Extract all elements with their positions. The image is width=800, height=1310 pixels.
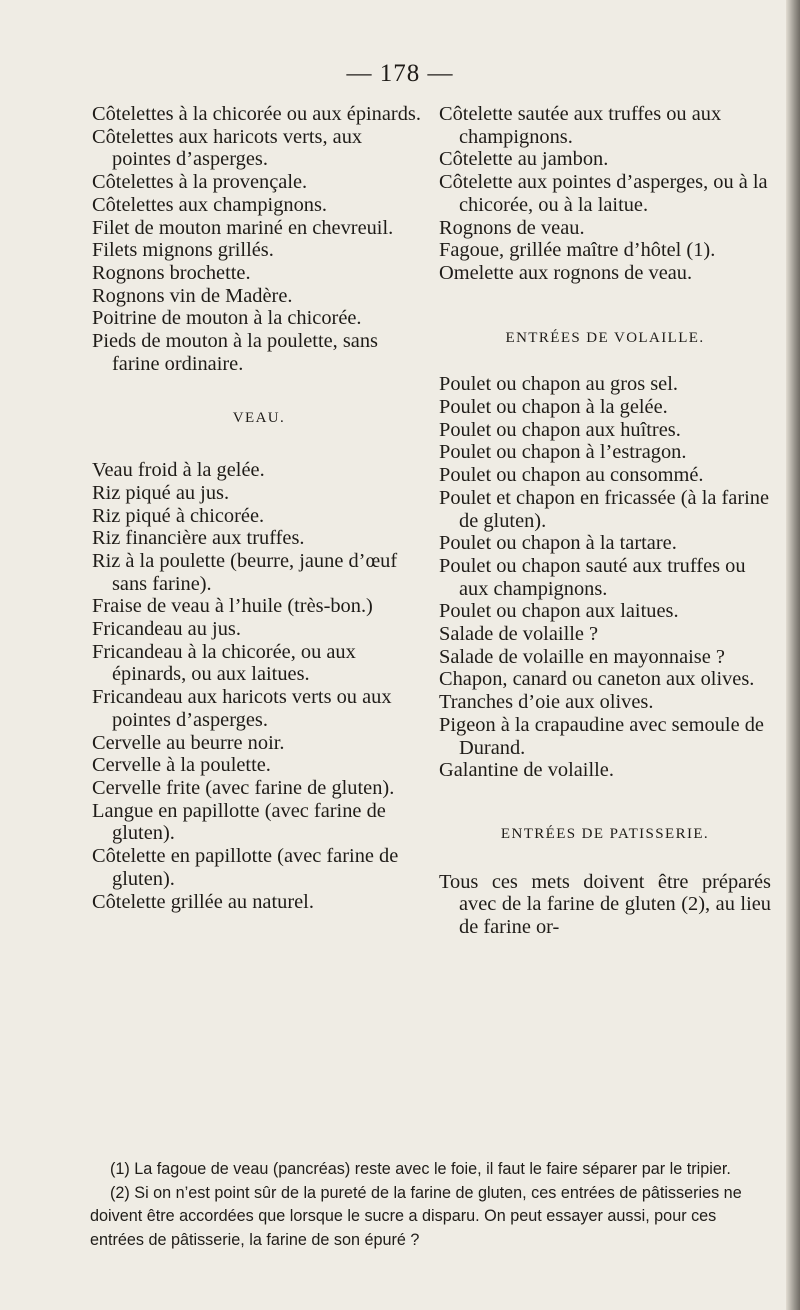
volaille-list <box>439 373 771 782</box>
list-item: Rognons de veau. <box>439 216 585 239</box>
list-item: Cervelle frite (avec farine de gluten). <box>92 776 395 799</box>
list-item: Filets mignons grillés. <box>92 239 274 262</box>
list-item: Riz piqué à chicorée. <box>92 504 265 527</box>
left-column <box>92 103 426 913</box>
footnote-1: (1) La fagoue de veau (pancréas) reste avec le foie, il faut le faire séparer par le tripier. <box>110 1160 731 1178</box>
list-item: Riz financière aux truffes. <box>92 527 305 550</box>
list-item: Côtelette au jambon. <box>439 148 609 171</box>
list-item: Fricandeau au jus. <box>92 618 241 641</box>
footnotes <box>90 1158 772 1252</box>
list-item: Tranches d’oie aux olives. <box>439 691 654 714</box>
list-item: Poulet et chapon en fricassée (à la farine de gluten). <box>439 486 770 532</box>
list-item: Côtelette aux pointes d’asperges, ou à la chicorée, ou à la laitue. <box>439 171 768 216</box>
section-heading-veau: VEAU. <box>232 410 286 427</box>
list-item: Côtelettes aux haricots verts, aux pointes d’asperges. <box>92 125 363 171</box>
list-item: Langue en papillotte (avec farine de gluten). <box>92 799 386 845</box>
list-item: Riz piqué au jus. <box>92 481 230 504</box>
list-item: Poulet ou chapon aux huîtres. <box>439 418 681 441</box>
list-item: Côtelettes à la chicorée ou aux épinards. <box>92 103 421 125</box>
page-edge-shadow <box>786 0 800 1310</box>
list-item: Poulet ou chapon à la tartare. <box>439 532 677 555</box>
list-item: Poulet ou chapon aux laitues. <box>439 600 679 623</box>
list-item: Côtelettes aux champignons. <box>92 193 328 216</box>
list-item: Salade de volaille en mayonnaise ? <box>439 645 725 668</box>
veau-continued-list <box>439 103 771 285</box>
mouton-list <box>92 103 426 375</box>
list-item: Chapon, canard ou caneton aux olives. <box>439 668 755 691</box>
list-item: Omelette aux rognons de veau. <box>439 261 693 284</box>
list-item: Riz à la poulette (beurre, jaune d’œuf sans farine). <box>92 549 398 595</box>
section-heading-volaille: ENTRÉES DE VOLAILLE. <box>505 329 705 346</box>
list-item: Pigeon à la crapaudine avec semoule de Durand. <box>439 713 764 759</box>
list-item: Galantine de volaille. <box>439 759 614 782</box>
list-item: Poulet ou chapon au gros sel. <box>439 373 678 396</box>
patisserie-paragraph: Tous ces mets doivent être préparés avec de la farine de gluten (2), au lieu de farine or- <box>439 870 771 939</box>
section-heading-patisserie: ENTRÉES DE PATISSERIE. <box>500 825 710 842</box>
list-item: Poulet ou chapon au consommé. <box>439 464 704 487</box>
list-item: Fraise de veau à l’huile (très-bon.) <box>92 595 373 618</box>
list-item: Côtelettes à la provençale. <box>92 171 308 194</box>
list-item: Cervelle à la poulette. <box>92 754 271 777</box>
page-number: — 178 — <box>346 60 454 87</box>
footnote-2: (2) Si on n’est point sûr de la pureté de la farine de gluten, ces entrées de pâtisseries ne doivent être accordées que lorsque le sucre a disparu. On peut essayer aussi, pour ces entrées de pâtisserie, la farine de son épuré ? <box>90 1183 742 1249</box>
list-item: Poitrine de mouton à la chicorée. <box>92 307 362 330</box>
list-item: Rognons vin de Madère. <box>92 284 293 307</box>
veau-list <box>92 459 426 913</box>
list-item: Salade de volaille ? <box>439 623 599 646</box>
list-item: Poulet ou chapon sauté aux truffes ou aux champignons. <box>439 554 746 600</box>
list-item: Veau froid à la gelée. <box>92 459 265 482</box>
list-item: Fagoue, grillée maître d’hôtel (1). <box>439 239 716 262</box>
list-item: Poulet ou chapon à l’estragon. <box>439 441 687 464</box>
list-item: Côtelette sautée aux truffes ou aux champignons. <box>439 103 722 148</box>
list-item: Pieds de mouton à la poulette, sans farine ordinaire. <box>92 330 378 375</box>
list-item: Rognons brochette. <box>92 261 251 284</box>
right-column <box>439 103 771 939</box>
list-item: Côtelette grillée au naturel. <box>92 890 314 913</box>
list-item: Fricandeau à la chicorée, ou aux épinards, ou aux laitues. <box>92 640 356 686</box>
list-item: Filet de mouton mariné en chevreuil. <box>92 216 394 239</box>
list-item: Fricandeau aux haricots verts ou aux pointes d’asperges. <box>92 686 392 731</box>
list-item: Poulet ou chapon à la gelée. <box>439 396 668 419</box>
list-item: Côtelette en papillotte (avec farine de gluten). <box>92 845 399 890</box>
list-item: Cervelle au beurre noir. <box>92 731 285 754</box>
